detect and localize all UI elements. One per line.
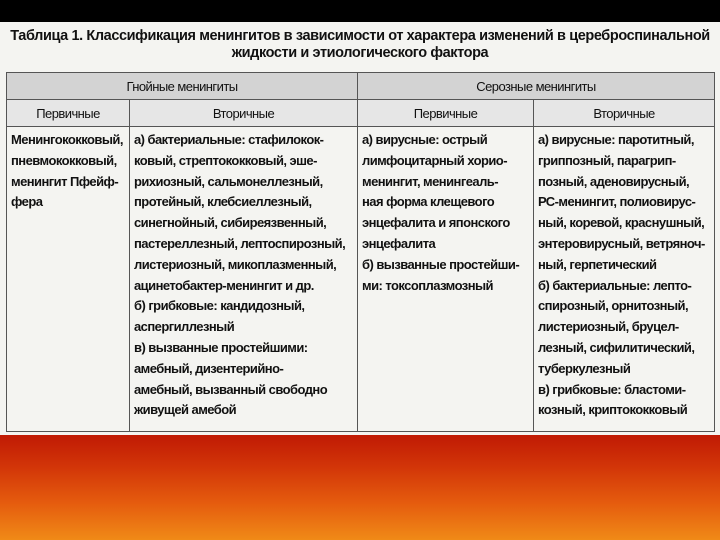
cell-text-line: РС-менингит, полиовирус- xyxy=(538,194,696,210)
cell-text-line: б) вызванные простейши- xyxy=(362,256,520,272)
cell-text-line: менингит, менингеаль- xyxy=(362,173,499,189)
document-page xyxy=(0,22,720,435)
subheader-row xyxy=(7,100,715,127)
classification-table xyxy=(6,72,715,432)
cell-text-line: живущей амебой xyxy=(134,402,237,418)
cell-text-line: б) грибковые: кандидозный, xyxy=(134,298,305,314)
cell-text-line: в) вызванные простейшими: xyxy=(134,339,308,355)
cell-text-line: ми: токсоплазмозный xyxy=(362,277,494,293)
cell-serous-secondary xyxy=(534,127,715,432)
cell-text-line: б) бактериальные: лепто- xyxy=(538,277,692,293)
subheader-purulent-secondary: Вторичные xyxy=(130,100,358,127)
caption-line: Таблица 1. Классификация менингитов в зависимости от характера изменений в цереброспинальной xyxy=(10,28,710,44)
cell-text-line: ный, коревой, краснушный, xyxy=(538,215,705,231)
cell-text-line: пастереллезный, лептоспирозный, xyxy=(134,235,346,251)
cell-text-line: фера xyxy=(11,194,43,210)
cell-text-line: листериозный, микоплазменный, xyxy=(134,256,337,272)
table-row xyxy=(7,127,715,432)
cell-text-line: энцефалита и японского xyxy=(362,215,510,231)
cell-text-line: энцефалита xyxy=(362,235,436,251)
cell-text-line: протейный, клебсиеллезный, xyxy=(134,194,312,210)
caption-line: жидкости и этиологического фактора xyxy=(231,45,489,61)
cell-text-line: гриппозный, парагрип- xyxy=(538,152,676,168)
cell-text-line: энтеровирусный, ветряноч- xyxy=(538,235,705,251)
cell-text-line: а) вирусные: паротитный, xyxy=(538,132,694,147)
cell-serous-primary xyxy=(358,127,534,432)
cell-text-line: ная форма клещевого xyxy=(362,194,495,210)
cell-text-line: рихиозный, сальмонеллезный, xyxy=(134,173,323,189)
cell-text-line: Менингококковый, xyxy=(11,132,123,147)
subheader-serous-primary: Первичные xyxy=(358,100,534,127)
cell-text-line: лимфоцитарный хорио- xyxy=(362,152,507,168)
cell-text-line: листериозный, бруцел- xyxy=(538,319,679,335)
cell-text-line: а) бактериальные: стафилокок- xyxy=(134,132,324,147)
cell-text-line: амебный, дизентерийно- xyxy=(134,360,284,376)
cell-text-line: туберкулезный xyxy=(538,360,631,376)
cell-purulent-secondary xyxy=(130,127,358,432)
cell-text-line: менингит Пфейф- xyxy=(11,173,119,189)
subheader-purulent-primary: Первичные xyxy=(7,100,130,127)
cell-text-line: аспергиллезный xyxy=(134,319,235,335)
group-header-row xyxy=(7,73,715,100)
cell-text-line: спирозный, орнитозный, xyxy=(538,298,689,314)
header-purulent-meningitis: Гнойные менингиты xyxy=(7,73,358,100)
cell-text-line: а) вирусные: острый xyxy=(362,132,488,147)
table-caption xyxy=(8,28,712,62)
cell-purulent-primary xyxy=(7,127,130,432)
header-serous-meningitis: Серозные менингиты xyxy=(358,73,715,100)
cell-text-line: лезный, сифилитический, xyxy=(538,339,695,355)
cell-text-line: синегнойный, сибиреязвенный, xyxy=(134,215,327,231)
cell-text-line: козный, криптококковый xyxy=(538,402,688,418)
cell-text-line: ный, герпетический xyxy=(538,256,657,272)
cell-text-line: позный, аденовирусный, xyxy=(538,173,690,189)
cell-text-line: пневмококковый, xyxy=(11,152,117,168)
cell-text-line: ковый, стрептококковый, эше- xyxy=(134,152,317,168)
cell-text-line: в) грибковые: бластоми- xyxy=(538,381,686,397)
cell-text-line: амебный, вызванный свободно xyxy=(134,381,328,397)
decorative-gradient-band xyxy=(0,435,720,540)
subheader-serous-secondary: Вторичные xyxy=(534,100,715,127)
cell-text-line: ацинетобактер-менингит и др. xyxy=(134,277,314,293)
